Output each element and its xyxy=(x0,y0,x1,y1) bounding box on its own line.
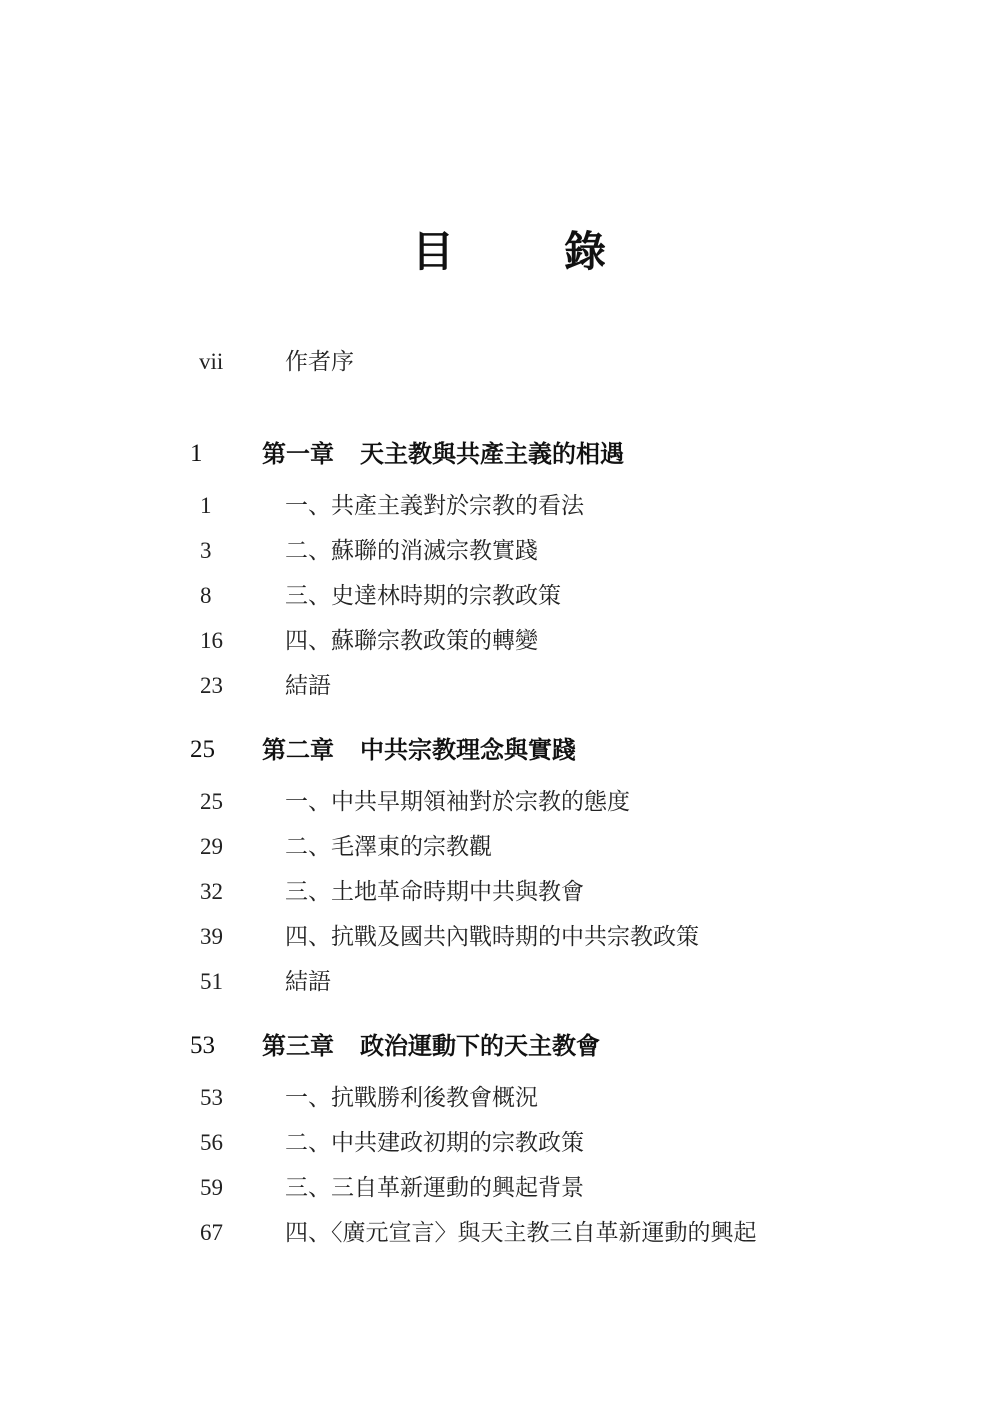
toc-section[interactable] xyxy=(0,827,1000,867)
page-number: 32 xyxy=(200,879,223,904)
toc-chapter-1[interactable] xyxy=(0,434,1000,474)
section-label: 二、中共建政初期的宗教政策 xyxy=(285,1130,584,1156)
page-number: 39 xyxy=(200,924,223,949)
page-number: 67 xyxy=(200,1220,223,1245)
chapter-title: 天主教與共產主義的相遇 xyxy=(360,440,624,468)
toc-section[interactable] xyxy=(0,531,1000,571)
page-number: 56 xyxy=(200,1130,223,1155)
toc-section[interactable] xyxy=(0,1168,1000,1208)
toc-section[interactable] xyxy=(0,962,1000,1002)
section-label: 四、抗戰及國共內戰時期的中共宗教政策 xyxy=(285,924,699,950)
toc-section[interactable] xyxy=(0,576,1000,616)
chapter-heading xyxy=(262,730,576,770)
toc-section[interactable] xyxy=(0,486,1000,526)
toc-chapter-2[interactable] xyxy=(0,730,1000,770)
chapter-title: 政治運動下的天主教會 xyxy=(360,1032,600,1060)
section-label: 結語 xyxy=(285,969,331,995)
chapter-page-number: 1 xyxy=(190,440,203,467)
page-number: 16 xyxy=(200,628,223,653)
toc-entry-preface[interactable] xyxy=(0,342,1000,382)
page-number: 51 xyxy=(200,969,223,994)
section-label: 一、抗戰勝利後教會概況 xyxy=(285,1085,538,1111)
chapter-page-number: 53 xyxy=(190,1032,215,1059)
page-number: 29 xyxy=(200,834,223,859)
page-number: 1 xyxy=(200,493,212,518)
chapter-heading xyxy=(262,434,624,474)
toc-section[interactable] xyxy=(0,872,1000,912)
page-number: vii xyxy=(199,349,224,374)
toc-section[interactable] xyxy=(0,782,1000,822)
page-number: 3 xyxy=(200,538,212,563)
section-label: 三、史達林時期的宗教政策 xyxy=(285,583,561,609)
entry-label: 作者序 xyxy=(285,349,354,375)
section-label: 一、中共早期領袖對於宗教的態度 xyxy=(285,789,630,815)
title-char-2: 錄 xyxy=(564,227,607,276)
section-label: 三、土地革命時期中共與教會 xyxy=(285,879,584,905)
chapter-title: 中共宗教理念與實踐 xyxy=(360,736,576,764)
page-number: 8 xyxy=(200,583,212,608)
section-label: 三、三自革新運動的興起背景 xyxy=(285,1175,584,1201)
toc-chapter-3[interactable] xyxy=(0,1026,1000,1066)
page-number: 59 xyxy=(200,1175,223,1200)
toc-section[interactable] xyxy=(0,666,1000,706)
section-label: 一、共產主義對於宗教的看法 xyxy=(285,493,584,519)
page-number: 23 xyxy=(200,673,223,698)
section-label: 二、毛澤東的宗教觀 xyxy=(285,834,492,860)
chapter-number: 第二章 xyxy=(262,736,334,764)
section-label: 二、蘇聯的消滅宗教實踐 xyxy=(285,538,538,564)
toc-section[interactable] xyxy=(0,621,1000,661)
toc-section[interactable] xyxy=(0,1123,1000,1163)
chapter-number: 第一章 xyxy=(262,440,334,468)
section-label: 四、蘇聯宗教政策的轉變 xyxy=(285,628,538,654)
toc-section[interactable] xyxy=(0,1078,1000,1118)
toc-section[interactable] xyxy=(0,1213,1000,1253)
toc-section[interactable] xyxy=(0,917,1000,957)
page-title xyxy=(0,222,1000,282)
page-number: 25 xyxy=(200,789,223,814)
chapter-heading xyxy=(262,1026,600,1066)
title-char-1: 目 xyxy=(412,227,455,276)
chapter-page-number: 25 xyxy=(190,736,215,763)
chapter-number: 第三章 xyxy=(262,1032,334,1060)
section-label: 四、〈廣元宣言〉與天主教三自革新運動的興起 xyxy=(285,1220,757,1246)
section-label: 結語 xyxy=(285,673,331,699)
page-number: 53 xyxy=(200,1085,223,1110)
